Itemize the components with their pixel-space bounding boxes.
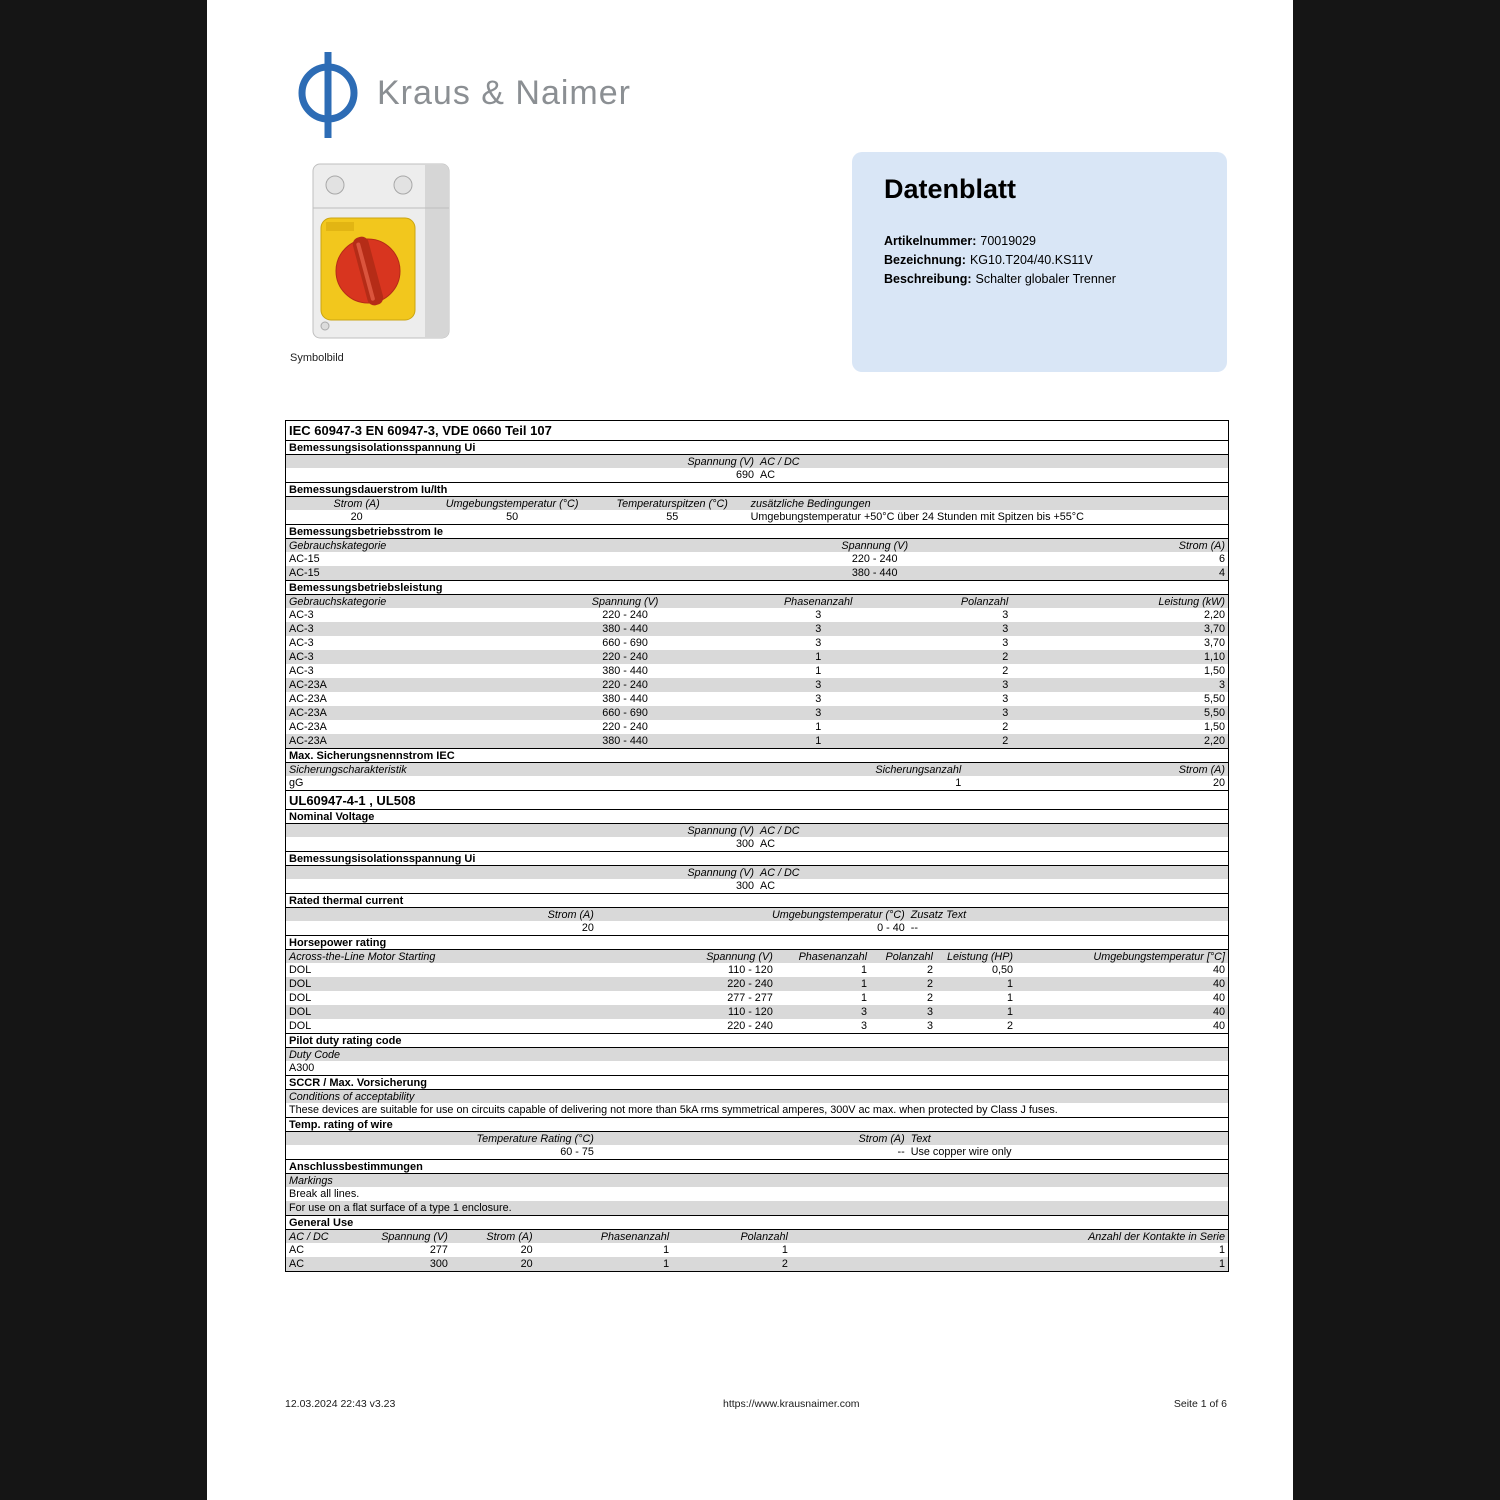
table-section-title-row bbox=[286, 790, 1228, 809]
table-cell: AC / DC bbox=[289, 1230, 329, 1243]
table-cell: 1 bbox=[861, 992, 868, 1004]
header-fields bbox=[884, 232, 1116, 289]
table-cell: General Use bbox=[289, 1216, 354, 1229]
table-cell: 3 bbox=[815, 637, 822, 649]
article-number-field bbox=[884, 232, 1116, 251]
table-subsection-row bbox=[286, 935, 1228, 949]
table-cell: AC-15 bbox=[289, 553, 320, 565]
table-cell: Conditions of acceptability bbox=[289, 1090, 415, 1103]
table-cell: 2 bbox=[926, 978, 933, 990]
table-data-row bbox=[286, 706, 1228, 720]
table-data-row bbox=[286, 468, 1228, 482]
table-subsection-row bbox=[286, 851, 1228, 865]
table-cell: 1 bbox=[815, 721, 822, 733]
table-cell: For use on a flat surface of a type 1 enclosure. bbox=[289, 1202, 512, 1214]
page-title: Datenblatt bbox=[884, 174, 1017, 204]
table-cell: 20 bbox=[581, 922, 594, 934]
table-cell: 220 - 240 bbox=[602, 721, 648, 733]
table-cell: AC-3 bbox=[289, 665, 314, 677]
table-data-row bbox=[286, 636, 1228, 650]
table-data-row bbox=[286, 510, 1228, 524]
table-cell: 1 bbox=[955, 777, 962, 789]
brand-name: Kraus & Naimer bbox=[377, 74, 631, 112]
spec-table bbox=[285, 420, 1229, 1272]
table-cell: Nominal Voltage bbox=[289, 810, 375, 823]
table-cell: 220 - 240 bbox=[602, 651, 648, 663]
table-cell: 277 - 277 bbox=[727, 992, 773, 1004]
table-cell: AC-23A bbox=[289, 707, 327, 719]
table-cell: AC-3 bbox=[289, 623, 314, 635]
table-cell: These devices are suitable for use on circuits capable of delivering not more than 5kA rms symmetrical amperes, 300V ac max. when protected by Class J fuses. bbox=[289, 1104, 1058, 1116]
field-label: Beschreibung: bbox=[884, 272, 972, 286]
table-data-row bbox=[286, 1257, 1228, 1271]
table-cell: Text bbox=[910, 1132, 931, 1145]
screw-icon bbox=[326, 176, 344, 194]
table-cell: AC-15 bbox=[289, 567, 320, 579]
table-cell: AC / DC bbox=[760, 455, 800, 468]
table-cell: 690 bbox=[735, 469, 754, 481]
table-cell: 1,10 bbox=[1203, 651, 1225, 663]
table-data-row bbox=[286, 837, 1228, 851]
table-cell: 3 bbox=[861, 1020, 868, 1032]
table-data-row bbox=[286, 664, 1228, 678]
table-column-header-row bbox=[286, 865, 1228, 879]
table-cell: Spannung (V) bbox=[591, 595, 659, 608]
table-cell: 3 bbox=[1002, 679, 1009, 691]
table-cell: 3 bbox=[1002, 707, 1009, 719]
table-cell: 3 bbox=[926, 1020, 933, 1032]
product-image bbox=[307, 156, 467, 346]
table-cell: Phasenanzahl bbox=[798, 950, 868, 963]
table-subsection-row bbox=[286, 893, 1228, 907]
table-column-header-row bbox=[286, 594, 1228, 608]
table-cell: 3 bbox=[861, 1006, 868, 1018]
table-cell: Anschlussbestimmungen bbox=[289, 1160, 423, 1173]
table-cell: Phasenanzahl bbox=[783, 595, 853, 608]
table-cell: AC-3 bbox=[289, 651, 314, 663]
table-subsection-row bbox=[286, 482, 1228, 496]
table-cell: 0,50 bbox=[992, 964, 1014, 976]
table-subsection-row bbox=[286, 809, 1228, 823]
table-cell: 1 bbox=[1007, 992, 1014, 1004]
table-cell: Temp. rating of wire bbox=[289, 1118, 393, 1131]
table-cell: 1 bbox=[815, 665, 822, 677]
table-column-header-row bbox=[286, 823, 1228, 837]
table-cell: AC-23A bbox=[289, 693, 327, 705]
table-cell: Strom (A) bbox=[547, 908, 594, 921]
table-cell: 380 - 440 bbox=[602, 735, 648, 747]
table-cell: Strom (A) bbox=[858, 1132, 905, 1145]
table-cell: AC bbox=[289, 1244, 304, 1256]
table-cell: Zusatz Text bbox=[910, 908, 967, 921]
table-cell: 3 bbox=[1002, 609, 1009, 621]
table-cell: 50 bbox=[506, 511, 519, 523]
description-field bbox=[884, 270, 1116, 289]
table-subsection-row bbox=[286, 1033, 1228, 1047]
table-column-header-row bbox=[286, 1173, 1228, 1187]
field-value: Schalter globaler Trenner bbox=[975, 272, 1116, 286]
table-data-row bbox=[286, 650, 1228, 664]
table-data-row bbox=[286, 1005, 1228, 1019]
field-label: Artikelnummer: bbox=[884, 234, 977, 248]
table-cell: Anzahl der Kontakte in Serie bbox=[1088, 1230, 1225, 1243]
table-cell: Spannung (V) bbox=[687, 866, 754, 879]
table-data-row bbox=[286, 977, 1228, 991]
table-cell: 3 bbox=[815, 679, 822, 691]
table-cell: 3 bbox=[815, 623, 822, 635]
table-cell: Rated thermal current bbox=[289, 894, 404, 907]
table-data-row bbox=[286, 1061, 1228, 1075]
table-cell: 300 bbox=[735, 880, 754, 892]
table-cell: DOL bbox=[289, 978, 312, 990]
table-cell: 1,50 bbox=[1203, 665, 1225, 677]
field-label: Bezeichnung: bbox=[884, 253, 966, 267]
table-cell: 3 bbox=[1002, 693, 1009, 705]
table-column-header-row bbox=[286, 538, 1228, 552]
table-cell: SCCR / Max. Vorsicherung bbox=[289, 1076, 427, 1089]
table-column-header-row bbox=[286, 1089, 1228, 1103]
table-cell: 1 bbox=[1007, 1006, 1014, 1018]
table-cell: 2,20 bbox=[1203, 735, 1225, 747]
table-cell: 220 - 240 bbox=[602, 679, 648, 691]
table-cell: Spannung (V) bbox=[381, 1230, 448, 1243]
table-cell: 4 bbox=[1218, 567, 1225, 579]
datasheet-page bbox=[207, 0, 1293, 1500]
table-cell: 2 bbox=[1007, 1020, 1014, 1032]
table-cell: AC bbox=[760, 469, 775, 481]
table-cell: 660 - 690 bbox=[602, 637, 648, 649]
table-column-header-row bbox=[286, 907, 1228, 921]
table-cell: Leistung (HP) bbox=[947, 950, 1014, 963]
table-data-row bbox=[286, 963, 1228, 977]
table-data-row bbox=[286, 1187, 1228, 1201]
table-cell: Bemessungsisolationsspannung Ui bbox=[289, 441, 476, 454]
table-cell: AC-23A bbox=[289, 721, 327, 733]
table-cell: Bemessungsbetriebsleistung bbox=[289, 581, 443, 594]
table-cell: AC-23A bbox=[289, 679, 327, 691]
table-cell: 220 - 240 bbox=[851, 553, 898, 565]
table-column-header-row bbox=[286, 1229, 1228, 1243]
product-image-caption: Symbolbild bbox=[290, 352, 344, 364]
table-cell: 220 - 240 bbox=[727, 978, 773, 990]
table-cell: 300 bbox=[735, 838, 754, 850]
screw-icon bbox=[394, 176, 412, 194]
table-cell: Strom (A) bbox=[1178, 539, 1225, 552]
footer-url: https://www.krausnaimer.com bbox=[723, 1398, 860, 1410]
table-cell: 1 bbox=[663, 1258, 670, 1270]
kraus-naimer-phi-logo-icon bbox=[296, 52, 360, 138]
table-cell: Umgebungstemperatur +50°C über 24 Stunden mit Spitzen bis +55°C bbox=[750, 511, 1084, 523]
table-data-row bbox=[286, 776, 1228, 790]
table-data-row bbox=[286, 678, 1228, 692]
table-cell: 60 - 75 bbox=[560, 1146, 594, 1158]
table-cell: Duty Code bbox=[289, 1048, 341, 1061]
field-value: 70019029 bbox=[980, 234, 1037, 248]
table-cell: Temperaturspitzen (°C) bbox=[616, 497, 728, 510]
table-subsection-row bbox=[286, 1117, 1228, 1131]
table-cell: 1 bbox=[1007, 978, 1014, 990]
table-cell: 300 bbox=[429, 1258, 448, 1270]
table-cell: 3 bbox=[815, 693, 822, 705]
table-data-row bbox=[286, 622, 1228, 636]
table-column-header-row bbox=[286, 454, 1228, 468]
table-data-row bbox=[286, 1103, 1228, 1117]
table-cell: Across-the-Line Motor Starting bbox=[289, 950, 436, 963]
table-cell: DOL bbox=[289, 1020, 312, 1032]
footer-page-number: Seite 1 of 6 bbox=[1173, 1398, 1227, 1410]
table-cell: 1,50 bbox=[1203, 721, 1225, 733]
table-cell: Umgebungstemperatur (°C) bbox=[445, 497, 579, 510]
table-cell: gG bbox=[289, 777, 304, 789]
table-cell: Max. Sicherungsnennstrom IEC bbox=[289, 749, 455, 762]
designation-field bbox=[884, 251, 1116, 270]
table-cell: 2 bbox=[1002, 665, 1009, 677]
table-cell: 40 bbox=[1212, 992, 1225, 1004]
table-cell: 277 bbox=[429, 1244, 448, 1256]
table-cell: 3,70 bbox=[1203, 623, 1225, 635]
table-column-header-row bbox=[286, 762, 1228, 776]
footer-date-version: 12.03.2024 22:43 v3.23 bbox=[285, 1398, 396, 1410]
table-data-row bbox=[286, 720, 1228, 734]
table-cell: zusätzliche Bedingungen bbox=[750, 497, 871, 510]
datasheet-header-panel bbox=[852, 152, 1227, 372]
table-cell: Phasenanzahl bbox=[600, 1230, 670, 1243]
table-cell: DOL bbox=[289, 992, 312, 1004]
table-cell: 220 - 240 bbox=[602, 609, 648, 621]
table-cell: 6 bbox=[1218, 553, 1225, 565]
table-cell: DOL bbox=[289, 1006, 312, 1018]
table-cell: Strom (A) bbox=[486, 1230, 533, 1243]
table-data-row bbox=[286, 921, 1228, 935]
table-cell: 110 - 120 bbox=[728, 1006, 773, 1018]
table-cell: Strom (A) bbox=[333, 497, 380, 510]
table-cell: Sicherungscharakteristik bbox=[289, 763, 407, 776]
table-cell: Pilot duty rating code bbox=[289, 1034, 402, 1047]
table-cell: 2 bbox=[1002, 721, 1009, 733]
table-cell: Markings bbox=[289, 1174, 333, 1187]
table-data-row bbox=[286, 1243, 1228, 1257]
table-cell: 3 bbox=[815, 609, 822, 621]
table-cell: Spannung (V) bbox=[706, 950, 773, 963]
table-data-row bbox=[286, 692, 1228, 706]
table-cell: Polanzahl bbox=[740, 1230, 788, 1243]
table-cell: 2 bbox=[926, 964, 933, 976]
table-cell: 660 - 690 bbox=[602, 707, 648, 719]
table-cell: 55 bbox=[666, 511, 679, 523]
table-cell: 1 bbox=[861, 978, 868, 990]
table-cell: -- bbox=[910, 922, 918, 934]
table-cell: Temperature Rating (°C) bbox=[476, 1132, 594, 1145]
table-cell: DOL bbox=[289, 964, 312, 976]
table-data-row bbox=[286, 552, 1228, 566]
table-cell: 1 bbox=[781, 1244, 788, 1256]
table-column-header-row bbox=[286, 1047, 1228, 1061]
table-subsection-row bbox=[286, 1075, 1228, 1089]
table-cell: AC-23A bbox=[289, 735, 327, 747]
table-cell: 1 bbox=[1218, 1244, 1225, 1256]
table-cell: Sicherungsanzahl bbox=[875, 763, 962, 776]
table-cell: 40 bbox=[1212, 1006, 1225, 1018]
table-cell: Horsepower rating bbox=[289, 936, 387, 949]
table-cell: 20 bbox=[1212, 777, 1225, 789]
table-cell: 380 - 440 bbox=[602, 623, 648, 635]
table-cell: Umgebungstemperatur (°C) bbox=[771, 908, 905, 921]
table-cell: 3,70 bbox=[1203, 637, 1225, 649]
table-cell: AC bbox=[760, 880, 775, 892]
table-cell: Gebrauchskategorie bbox=[289, 595, 387, 608]
table-data-row bbox=[286, 734, 1228, 748]
table-cell: UL60947-4-1 , UL508 bbox=[289, 792, 416, 808]
table-column-header-row bbox=[286, 949, 1228, 963]
table-cell: 110 - 120 bbox=[728, 964, 773, 976]
table-cell: 1 bbox=[663, 1244, 670, 1256]
table-cell: 20 bbox=[350, 511, 363, 523]
table-cell: 40 bbox=[1212, 964, 1225, 976]
table-cell: 2 bbox=[1002, 651, 1009, 663]
table-cell: 3 bbox=[815, 707, 822, 719]
table-cell: 3 bbox=[1002, 637, 1009, 649]
table-cell: Umgebungstemperatur [°C] bbox=[1093, 950, 1225, 963]
table-cell: Break all lines. bbox=[289, 1188, 360, 1200]
table-cell: 2 bbox=[926, 992, 933, 1004]
table-cell: Spannung (V) bbox=[841, 539, 909, 552]
table-cell: 20 bbox=[520, 1258, 533, 1270]
table-cell: AC / DC bbox=[760, 866, 800, 879]
table-cell: 380 - 440 bbox=[602, 665, 648, 677]
table-cell: Polanzahl bbox=[885, 950, 933, 963]
table-column-header-row bbox=[286, 496, 1228, 510]
table-cell: AC bbox=[289, 1258, 304, 1270]
table-cell: 1 bbox=[861, 964, 868, 976]
table-cell: 220 - 240 bbox=[727, 1020, 773, 1032]
table-cell: Leistung (kW) bbox=[1158, 595, 1225, 608]
table-cell: Gebrauchskategorie bbox=[289, 539, 387, 552]
table-cell: 0 - 40 bbox=[877, 922, 905, 934]
table-cell: 1 bbox=[815, 735, 822, 747]
table-cell: 40 bbox=[1212, 1020, 1225, 1032]
table-subsection-row bbox=[286, 524, 1228, 538]
field-value: KG10.T204/40.KS11V bbox=[969, 253, 1093, 267]
table-cell: 40 bbox=[1212, 978, 1225, 990]
table-cell: Bemessungsbetriebsstrom Ie bbox=[289, 525, 444, 538]
table-cell: -- bbox=[897, 1146, 905, 1158]
table-cell: 380 - 440 bbox=[602, 693, 648, 705]
table-column-header-row bbox=[286, 1131, 1228, 1145]
table-cell: AC / DC bbox=[760, 824, 800, 837]
table-subsection-row bbox=[286, 440, 1228, 454]
table-cell: 380 - 440 bbox=[851, 567, 898, 579]
table-cell: 2,20 bbox=[1203, 609, 1225, 621]
table-cell: 1 bbox=[1218, 1258, 1225, 1270]
table-cell: A300 bbox=[289, 1062, 315, 1074]
table-data-row bbox=[286, 1019, 1228, 1033]
table-data-row bbox=[286, 1201, 1228, 1215]
table-data-row bbox=[286, 879, 1228, 893]
table-cell: Strom (A) bbox=[1178, 763, 1225, 776]
table-cell: Use copper wire only bbox=[910, 1146, 1012, 1158]
table-data-row bbox=[286, 1145, 1228, 1159]
table-subsection-row bbox=[286, 1215, 1228, 1229]
table-subsection-row bbox=[286, 748, 1228, 762]
table-cell: Bemessungsdauerstrom Iu/Ith bbox=[289, 483, 448, 496]
table-cell: Spannung (V) bbox=[687, 455, 754, 468]
table-cell: 2 bbox=[1002, 735, 1009, 747]
table-cell: 1 bbox=[815, 651, 822, 663]
table-subsection-row bbox=[286, 580, 1228, 594]
table-cell: 2 bbox=[781, 1258, 788, 1270]
table-data-row bbox=[286, 608, 1228, 622]
table-cell: 20 bbox=[520, 1244, 533, 1256]
table-cell: AC bbox=[760, 838, 775, 850]
table-data-row bbox=[286, 991, 1228, 1005]
table-cell: IEC 60947-3 EN 60947-3, VDE 0660 Teil 107 bbox=[289, 423, 552, 438]
table-cell: AC-3 bbox=[289, 609, 314, 621]
table-section-title-row bbox=[286, 421, 1228, 440]
table-subsection-row bbox=[286, 1159, 1228, 1173]
table-cell: 3 bbox=[926, 1006, 933, 1018]
table-cell: 5,50 bbox=[1203, 707, 1225, 719]
table-cell: AC-3 bbox=[289, 637, 314, 649]
table-cell: 3 bbox=[1218, 679, 1225, 691]
table-data-row bbox=[286, 566, 1228, 580]
table-cell: Bemessungsisolationsspannung Ui bbox=[289, 852, 476, 865]
table-cell: 3 bbox=[1002, 623, 1009, 635]
table-cell: 5,50 bbox=[1203, 693, 1225, 705]
table-cell: Polanzahl bbox=[960, 595, 1009, 608]
table-cell: Spannung (V) bbox=[687, 824, 754, 837]
